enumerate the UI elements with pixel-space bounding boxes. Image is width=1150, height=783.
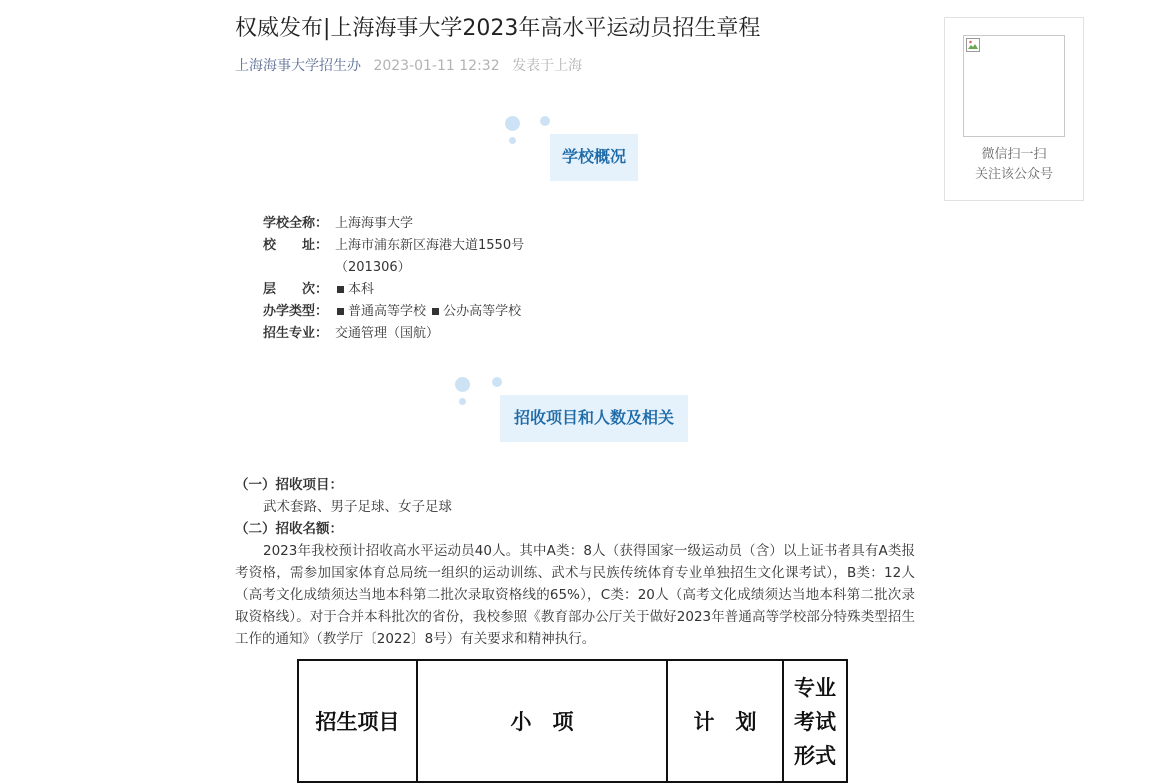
- info-row-major: [263, 323, 524, 345]
- article-meta: [235, 55, 582, 75]
- info-label: 办学类型：: [263, 304, 329, 319]
- table-header-row: [298, 660, 847, 782]
- info-label: 学校全称：: [263, 216, 329, 231]
- info-value: [335, 301, 521, 323]
- account-name-link[interactable]: 上海海事大学招生办: [235, 58, 361, 74]
- item-heading: （一）招收项目：: [235, 477, 343, 493]
- info-value: [335, 279, 374, 301]
- enroll-text: [235, 474, 915, 650]
- info-row-postcode: [263, 257, 524, 279]
- bullet-square-icon: [337, 308, 344, 315]
- decor-dot: [509, 137, 516, 144]
- item-list: 武术套路、男子足球、女子足球: [263, 499, 452, 515]
- decor-dot: [540, 116, 550, 126]
- section-title-overview: 学校概况: [550, 134, 638, 181]
- info-label: [263, 257, 335, 279]
- table-header-plan: 计 划: [667, 660, 783, 782]
- article-title: 权威发布|上海海事大学2023年高水平运动员招生章程: [235, 16, 761, 41]
- publish-date: 2023-01-11 12:32: [373, 58, 500, 74]
- info-label: 招生专业：: [263, 326, 329, 341]
- school-info: [263, 213, 524, 345]
- info-value-text: 本科: [348, 282, 375, 297]
- decor-dot: [459, 398, 466, 405]
- table-header-subitem: 小 项: [417, 660, 667, 782]
- quota-paragraph: 2023年我校预计招收高水平运动员40人。其中A类：8人（获得国家一级运动员（含）以上证书者具有A类报考资格，需参加国家体育总局统一组织的运动训练、武术与民族传统体育专业单独招生文化课考试），B类：12人（高考文化成绩须达当地本科第二批次录取资格线的65%），C类：20人（高考文化成绩须达当地本科第二批次录取资格线）。对于合并本科批次的省份，我校参照《教育部办公厅关于做好2023年普通高等学校部分特殊类型招生工作的通知》（教学厅〔2022〕8号）有关要求和精神执行。: [235, 543, 915, 647]
- info-row-type: [263, 301, 524, 323]
- info-value: 交通管理（国航）: [335, 326, 440, 341]
- info-value-text: 普通高等学校: [348, 304, 427, 319]
- info-value: 上海海事大学: [335, 216, 414, 231]
- quota-heading: （二）招收名额：: [235, 521, 343, 537]
- info-value-text: 公办高等学校: [443, 304, 522, 319]
- info-value: （201306）: [335, 260, 411, 275]
- broken-image-icon: [966, 38, 980, 52]
- bullet-square-icon: [337, 286, 344, 293]
- info-value: 上海市浦东新区海港大道1550号: [335, 238, 525, 253]
- qr-caption-line2: 关注该公众号: [974, 167, 1053, 182]
- decor-dot: [505, 116, 520, 131]
- info-row-level: [263, 279, 524, 301]
- table-header-exam-form: 专业考试形式: [783, 660, 847, 782]
- enrollment-table: [297, 659, 848, 783]
- info-label: 层 次：: [263, 282, 329, 297]
- table-header-project: 招生项目: [298, 660, 417, 782]
- bullet-square-icon: [432, 308, 439, 315]
- info-row-address: [263, 235, 524, 257]
- section-title-enrollment: 招收项目和人数及相关: [500, 395, 688, 442]
- qr-code-card: [944, 17, 1084, 201]
- decor-dot: [455, 377, 470, 392]
- qr-code-image: [963, 35, 1065, 137]
- info-row-name: [263, 213, 524, 235]
- qr-caption-line1: 微信扫一扫: [981, 147, 1047, 162]
- decor-dot: [492, 377, 502, 387]
- publish-location: 发表于上海: [512, 58, 583, 74]
- info-label: 校 址：: [263, 238, 329, 253]
